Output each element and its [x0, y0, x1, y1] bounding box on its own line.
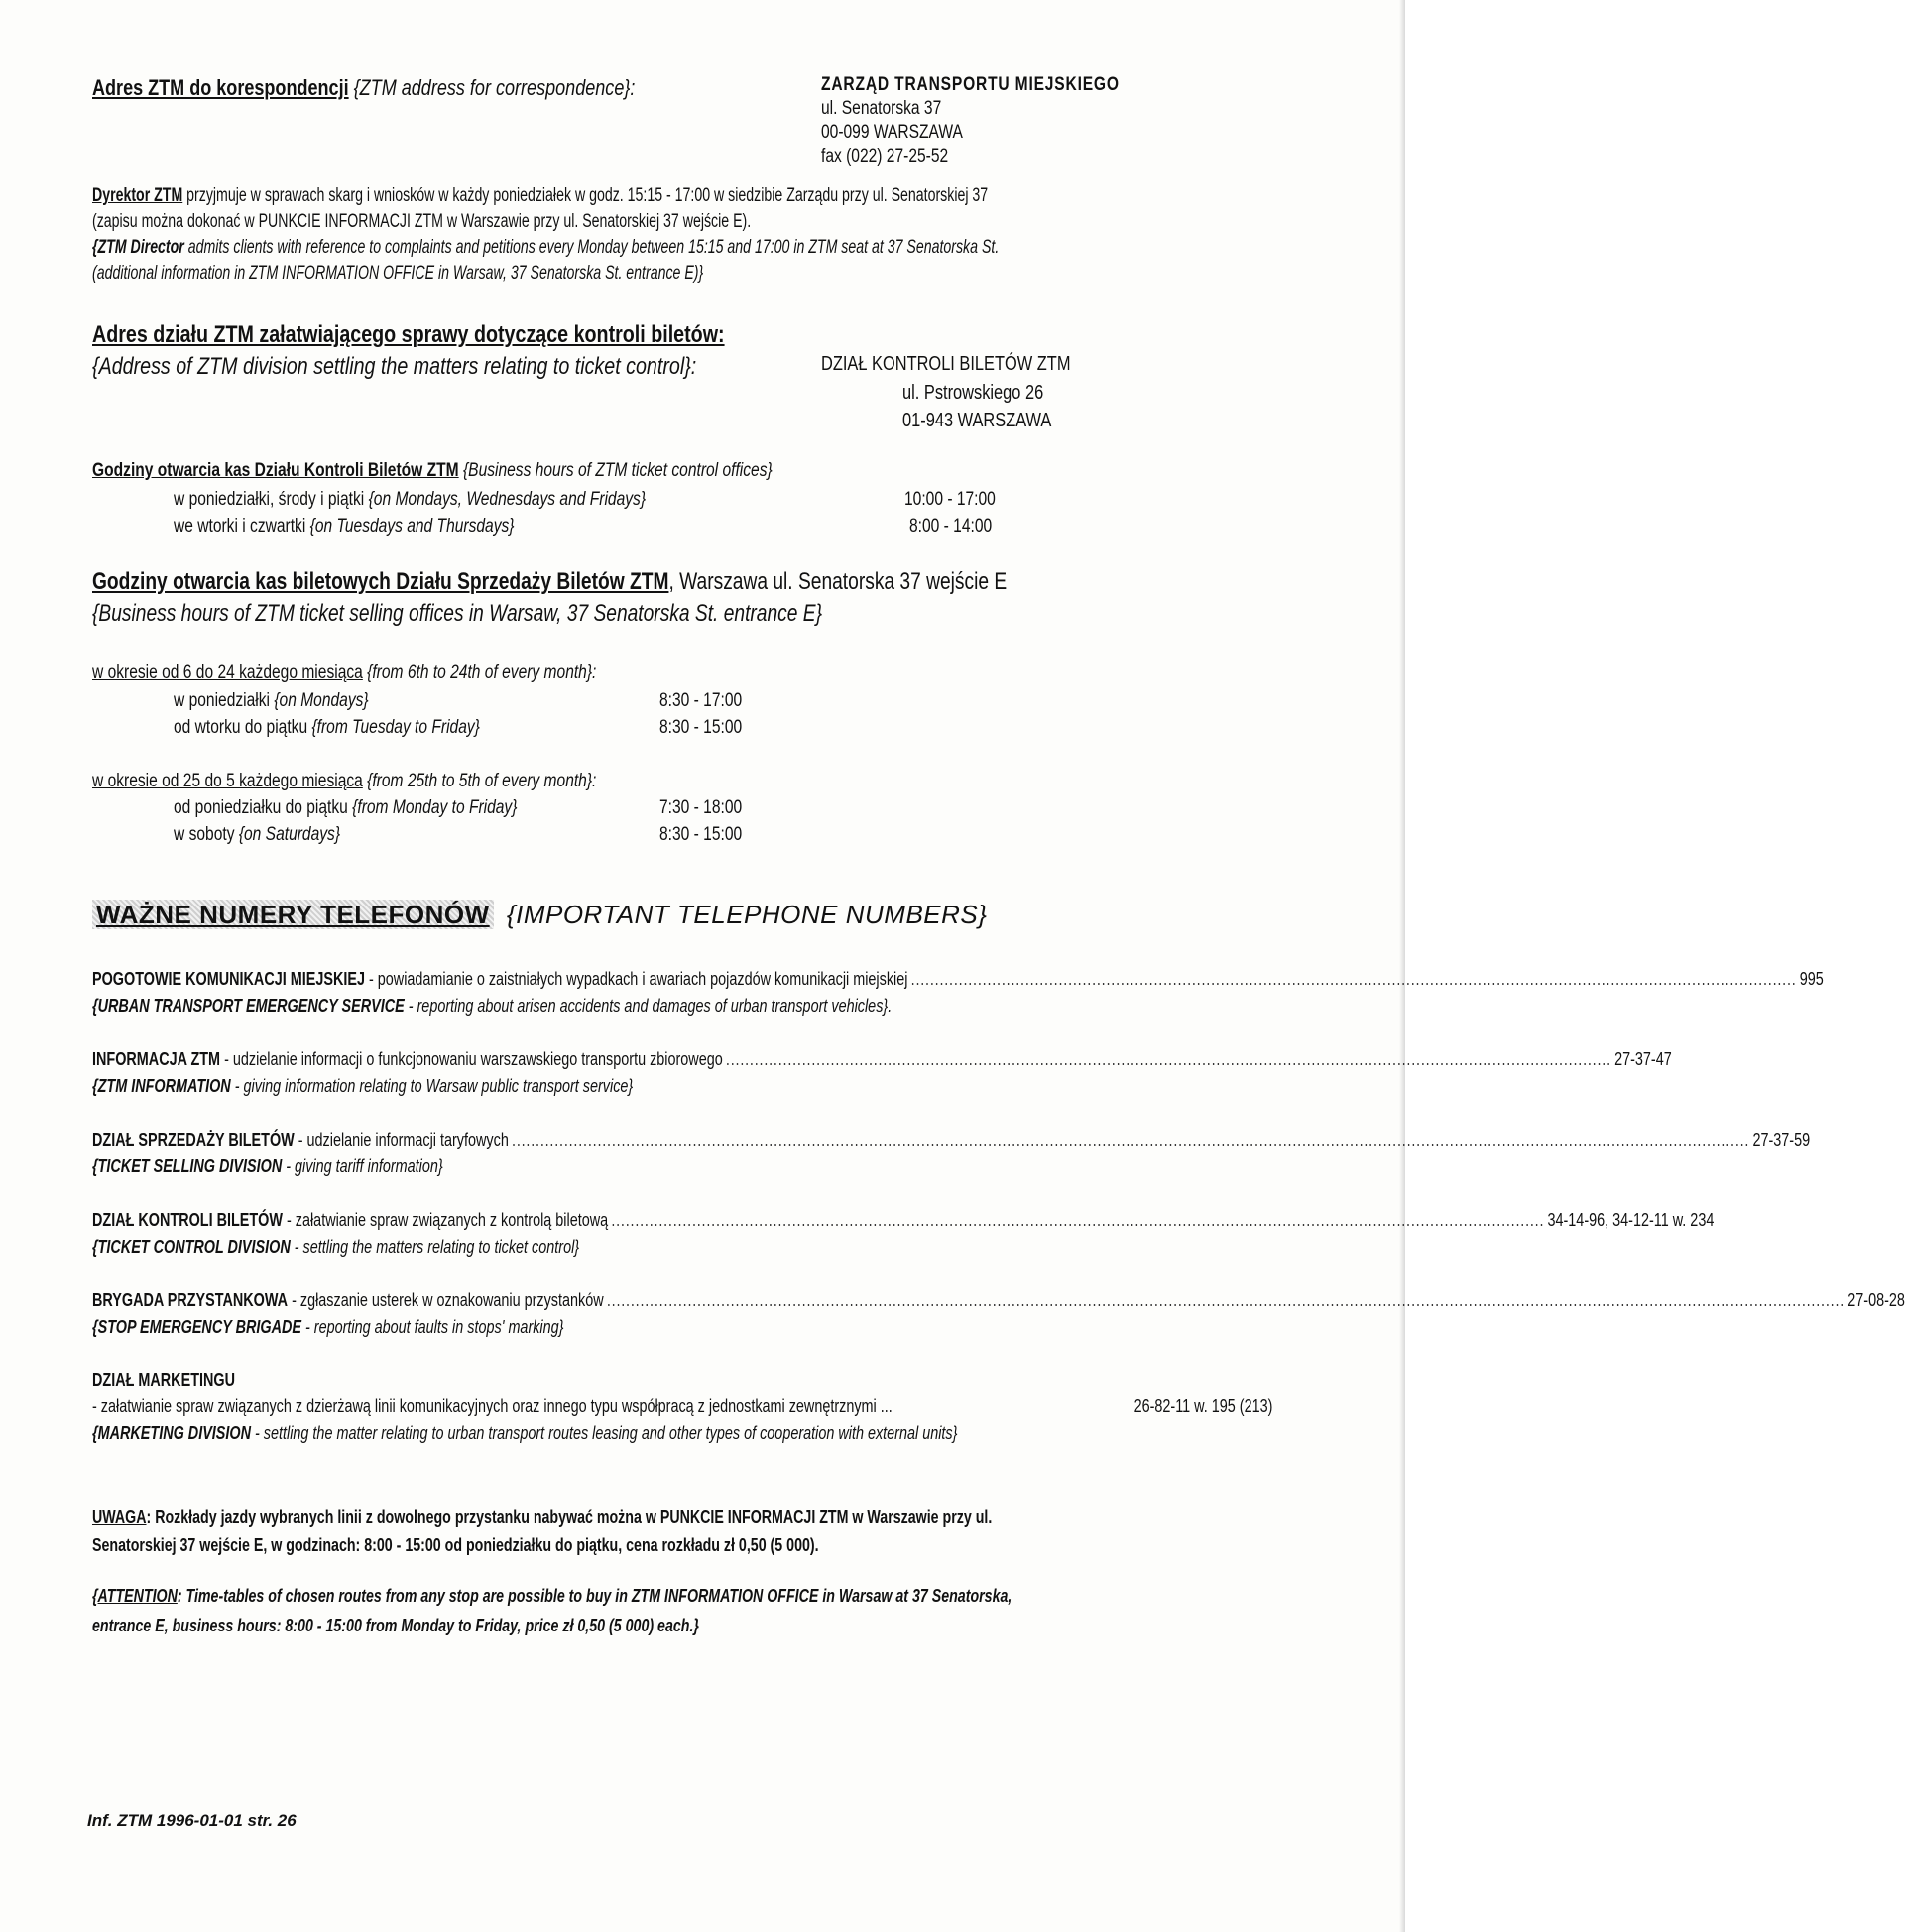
- leader-dots: ....................................................................................................................................................................................................................................................................: [606, 1290, 1845, 1310]
- phone-entry-desc: - załatwianie spraw związanych z dzierżawą linii komunikacyjnych oraz innego typu współpracą z jednostkami zewnętrznymi ...: [92, 1396, 893, 1416]
- director-text: przyjmuje w sprawach skarg i wniosków w każdy poniedziałek w godz. 15:15 - 17:00 w siedzibie Zarządu przy ul. Senatorskiej 37: [182, 185, 989, 206]
- note-paragraph: [92, 1504, 1272, 1559]
- phone-entry-desc-en: - reporting about faults in stops' marking}: [300, 1317, 564, 1337]
- control-hours-row: [174, 486, 750, 514]
- director-text-en: admits clients with reference to complaints and petitions every Monday between 15:15 and 17:00 in ZTM seat at 37 Senatorska St.: [183, 237, 1000, 258]
- phone-entry-name: POGOTOWIE KOMUNIKACJI MIEJSKIEJ: [92, 969, 365, 989]
- phone-entry: [92, 966, 1824, 1020]
- phone-entry-name: BRYGADA PRZYSTANKOWA: [92, 1290, 289, 1310]
- control-address-label-en: {Address of ZTM division settling the matters relating to ticket control}:: [92, 353, 697, 380]
- selling-hours-value: 8:30 - 15:00: [659, 824, 743, 845]
- phone-number: 27-37-59: [1752, 1130, 1811, 1149]
- selling-hours-row: [174, 714, 547, 742]
- phone-entry-desc: - załatwianie spraw związanych z kontrolą biletową: [282, 1210, 609, 1230]
- phone-number: 26-82-11 w. 195 (213): [1133, 1396, 1273, 1416]
- phone-entry-desc-en: - settling the matters relating to ticket control}: [290, 1237, 580, 1257]
- hours-day-en: {on Mondays, Wednesdays and Fridays}: [368, 489, 647, 510]
- period-label: w okresie od 25 do 5 każdego miesiąca: [92, 771, 363, 791]
- selling-hours-row: [174, 687, 412, 715]
- phone-entry-desc: - udzielanie informacji o funkcjonowaniu warszawskiego transportu zbiorowego: [220, 1049, 723, 1069]
- hours-day: od poniedziałku do piątku: [174, 797, 348, 818]
- control-address-lines: [902, 379, 1084, 434]
- leader-dots: ..........................................................................................................................................................................................: [910, 969, 1797, 989]
- phone-entry-desc-en: - giving tariff information}: [282, 1156, 443, 1176]
- phone-entry-desc: - powiadamianie o zaistniałych wypadkach i awariach pojazdów komunikacji miejskiej: [364, 969, 908, 989]
- corr-address-line: fax (022) 27-25-52: [821, 146, 949, 167]
- phone-entry: [92, 1207, 1715, 1261]
- phone-entry: [92, 1127, 1811, 1180]
- hours-day: we wtorki i czwartki: [174, 516, 306, 537]
- director-text-2: (zapisu można dokonać w PUNKCIE INFORMACJI ZTM w Warszawie przy ul. Senatorskiej 37 wejście E).: [92, 211, 752, 232]
- control-hours-row: [174, 513, 589, 541]
- selling-heading: [92, 566, 1272, 630]
- corr-address-label-en: {ZTM address for correspondence}:: [353, 75, 636, 100]
- phone-entry-name: INFORMACJA ZTM: [92, 1049, 221, 1069]
- control-address-line: ul. Pstrowskiego 26: [902, 382, 1044, 404]
- director-paragraph: [92, 183, 1272, 287]
- phone-entry-name-en: {TICKET CONTROL DIVISION: [92, 1237, 291, 1257]
- hours-day-en: {on Mondays}: [274, 690, 369, 711]
- control-address-line: 01-943 WARSZAWA: [902, 410, 1052, 431]
- director-label-en: {ZTM Director: [92, 237, 184, 258]
- corr-address: [821, 73, 1185, 169]
- note-label: UWAGA: [92, 1508, 147, 1527]
- period-label: w okresie od 6 do 24 każdego miesiąca: [92, 663, 363, 683]
- hours-day: w soboty: [174, 824, 235, 845]
- selling-hours-value: 8:30 - 15:00: [659, 717, 743, 738]
- note-text-en-2: entrance E, business hours: 8:00 - 15:00 from Monday to Friday, price zł 0,50 (5 000) each.}: [92, 1616, 699, 1635]
- phone-entry: [92, 1287, 1905, 1341]
- control-hours-value: 8:00 - 14:00: [909, 516, 993, 537]
- control-hours-value: 10:00 - 17:00: [904, 489, 996, 510]
- corr-address-line: 00-099 WARSZAWA: [821, 122, 963, 143]
- control-hours-heading: [92, 458, 1272, 484]
- phone-entry: [92, 1046, 1672, 1100]
- phone-entry-desc-en: - settling the matter relating to urban transport routes leasing and other types of cooperation with external units}: [251, 1423, 958, 1443]
- phone-entry-desc-en: - reporting about arisen accidents and damages of urban transport vehicles}.: [404, 996, 893, 1016]
- leader-dots: ..........................................................................................................................................................................................: [725, 1049, 1611, 1069]
- control-division-name: DZIAŁ KONTROLI BILETÓW ZTM: [821, 353, 1071, 375]
- director-label: Dyrektor ZTM: [92, 185, 183, 206]
- hours-day-en: {from Tuesday to Friday}: [311, 717, 480, 738]
- phone-entry-name: DZIAŁ SPRZEDAŻY BILETÓW: [92, 1130, 295, 1149]
- hours-day-en: {on Tuesdays and Thursdays}: [309, 516, 515, 537]
- phone-entry-name-en: {MARKETING DIVISION: [92, 1423, 252, 1443]
- phone-entry-marketing: [92, 1367, 1272, 1447]
- selling-hours-row: [174, 794, 592, 822]
- selling-label: Godziny otwarcia kas biletowych Działu Sprzedaży Biletów ZTM: [92, 568, 669, 595]
- phone-entry-name-en: {STOP EMERGENCY BRIGADE: [92, 1317, 301, 1337]
- phones-section-title: [92, 898, 987, 931]
- phone-entry-name: DZIAŁ KONTROLI BILETÓW: [92, 1210, 283, 1230]
- corr-address-line: ZARZĄD TRANSPORTU MIEJSKIEGO: [821, 74, 1120, 95]
- phone-number: 27-08-28: [1847, 1290, 1905, 1310]
- selling-period-2: [92, 769, 1272, 794]
- hours-day-en: {on Saturdays}: [238, 824, 341, 845]
- note-text: : Rozkłady jazdy wybranych linii z dowolnego przystanku nabywać można w PUNKCIE INFORMACJI ZTM w Warszawie przy ul.: [146, 1508, 993, 1527]
- note-text-2: Senatorskiej 37 wejście E, w godzinach: 8:00 - 15:00 od poniedziałku do piątku, cena rozkładu zł 0,50 (5 000).: [92, 1535, 819, 1555]
- hours-day-en: {from Monday to Friday}: [352, 797, 518, 818]
- page-footer: Inf. ZTM 1996-01-01 str. 26: [87, 1811, 297, 1830]
- leader-dots: ....................................................................................................................................................................................................: [611, 1210, 1545, 1230]
- phone-entry-name-en: {TICKET SELLING DIVISION: [92, 1156, 283, 1176]
- phone-entry-desc: - udzielanie informacji taryfowych: [294, 1130, 509, 1149]
- period-label-en: {from 25th to 5th of every month}:: [362, 771, 597, 791]
- phone-number: 995: [1799, 969, 1824, 989]
- control-address-label: Adres działu ZTM załatwiającego sprawy dotyczące kontroli biletów:: [92, 321, 725, 348]
- selling-label-en: {Business hours of ZTM ticket selling offices in Warsaw, 37 Senatorska St. entrance E}: [92, 600, 822, 627]
- phone-entry-name: DZIAŁ MARKETINGU: [92, 1370, 235, 1389]
- hours-day: od wtorku do piątku: [174, 717, 308, 738]
- period-label-en: {from 6th to 24th of every month}:: [362, 663, 597, 683]
- phone-entry-name-en: {URBAN TRANSPORT EMERGENCY SERVICE: [92, 996, 405, 1016]
- phone-entry-desc: - zgłaszanie usterek w oznakowaniu przystanków: [288, 1290, 604, 1310]
- phone-entry-desc-en: - giving information relating to Warsaw public transport service}: [230, 1076, 634, 1096]
- control-hours-label-en: {Business hours of ZTM ticket control offices}: [458, 460, 773, 481]
- corr-address-label: Adres ZTM do korespondencji: [92, 75, 349, 100]
- control-hours-label: Godziny otwarcia kas Działu Kontroli Biletów ZTM: [92, 460, 459, 481]
- note-label-en: ATTENTION: [97, 1586, 178, 1606]
- selling-period-1: [92, 661, 1272, 686]
- phone-entry-name-en: {ZTM INFORMATION: [92, 1076, 231, 1096]
- hours-day: w poniedziałki, środy i piątki: [174, 489, 365, 510]
- phones-title-en: {IMPORTANT TELEPHONE NUMBERS}: [506, 900, 988, 929]
- control-address: [821, 351, 1126, 377]
- hours-day: w poniedziałki: [174, 690, 271, 711]
- selling-hours-row: [174, 821, 377, 849]
- selling-address: , Warszawa ul. Senatorska 37 wejście E: [668, 568, 1008, 595]
- leader-dots: ....................................................................................................................................................................................................................................................................: [512, 1130, 1750, 1149]
- phones-title: WAŻNE NUMERY TELEFONÓW: [92, 900, 494, 929]
- selling-hours-value: 7:30 - 18:00: [659, 797, 743, 818]
- director-text-en-2: (additional information in ZTM INFORMATION OFFICE in Warsaw, 37 Senatorska St. entrance E)}: [92, 263, 704, 284]
- selling-hours-value: 8:30 - 17:00: [659, 690, 743, 711]
- corr-address-line: ul. Senatorska 37: [821, 98, 942, 119]
- note-text-en: : Time-tables of chosen routes from any stop are possible to buy in ZTM INFORMATION OFFICE in Warsaw at 37 Senatorska,: [177, 1586, 1012, 1606]
- note-paragraph-en: {ATTENTION: Time-tables of chosen routes from any stop are possible to buy in ZTM INFORMATION OFFICE in Warsaw at 37 Senatorska, entrance E, business hours: 8:00 - 15:00 from Monday to Friday, price zł 0,50 (5 000) each.}: [92, 1581, 1272, 1640]
- phone-number: 27-37-47: [1614, 1049, 1672, 1069]
- phone-number: 34-14-96, 34-12-11 w. 234: [1547, 1210, 1715, 1230]
